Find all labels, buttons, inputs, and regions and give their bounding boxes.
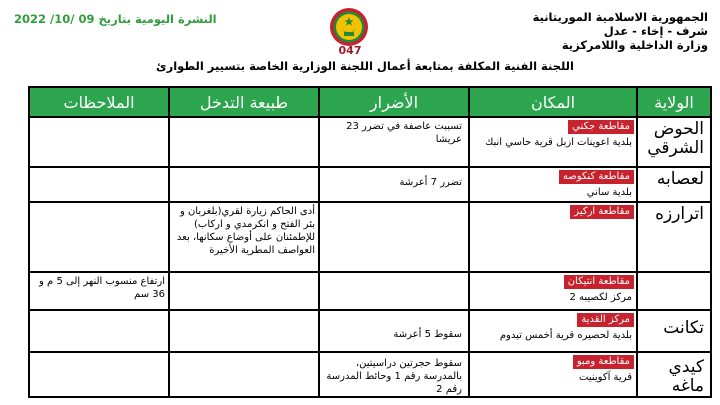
notes-cell: ارتفاع منسوب النهر إلى 5 م و 36 سم [29,272,169,310]
column-header-wilaya: الولاية [637,87,711,117]
notes-cell [29,117,169,167]
header-institution [468,10,708,52]
wilaya-cell: تكانت [637,310,711,352]
damage-cell: تضرر 7 أعرشة [319,167,469,202]
table-row [29,272,711,310]
notes-cell [29,202,169,272]
place-text: بلدية اعوينات ازبل قرية حاسي انبك [485,137,632,148]
district-tag: مقاطعة كنكوصه [559,170,634,184]
place-cell [469,202,637,272]
place-cell [469,272,637,310]
damage-cell [319,272,469,310]
table-row [29,202,711,272]
district-tag: مقاطعة اركيز [570,205,634,219]
column-header-damage: الأضرار [319,87,469,117]
place-text [470,220,636,221]
damage-cell [319,202,469,272]
place-text: مركز لكصيبه 2 [569,292,632,303]
table-row [29,352,711,397]
national-seal-icon [329,7,369,47]
bulletin-date: النشرة اليومية بتاريخ 09 /10/ 2022 [14,12,217,26]
place-text: بلدية لحصيره قرية أخمس تيدوم [499,330,632,341]
place-cell [469,167,637,202]
damage-cell: سقوط حجرتين دراسيتين، بالمدرسة رقم 1 وحائط المدرسة رقم 2 [319,352,469,397]
notes-cell [29,310,169,352]
wilaya-cell: كيدي ماغه [637,352,711,397]
intervention-cell [169,117,319,167]
table-header-row [29,87,711,117]
column-header-intervention: طبيعة التدخل [169,87,319,117]
column-header-notes: الملاحظات [29,87,169,117]
intervention-cell [169,272,319,310]
intervention-cell [169,310,319,352]
table-row [29,117,711,167]
wilaya-cell: اترارزه [637,202,711,272]
place-cell [469,310,637,352]
district-tag: مركز القدية [577,313,634,327]
district-tag: مقاطعة انتيكان [564,275,634,289]
table-row [29,167,711,202]
document-subtitle: اللجنة الفنية المكلفة بمتابعة أعمال اللجنة الوزارية الخاصة بتسيير الطوارئ [156,59,574,73]
emergency-table [28,86,712,398]
table-row [29,310,711,352]
place-cell [469,117,637,167]
intervention-cell [169,167,319,202]
wilaya-cell [637,272,711,310]
notes-cell [29,352,169,397]
document-number: 047 [338,44,362,57]
notes-cell [29,167,169,202]
place-text: قرية آكوينيت [579,372,632,383]
damage-cell: سقوط 5 أعرشة [319,310,469,352]
place-text: بلدية ساني [586,187,632,198]
district-tag: مقاطعة ومبو [573,355,634,369]
intervention-cell: أدى الحاكم زيارة لقري(بلغربان و بئر الفتح و انكرمدي و اركاب) للإطمئنان على أوضاع سكانها، بعد العواصف المطرية الأخيرة [169,202,319,272]
district-tag: مقاطعة جكني [568,120,634,134]
country-name: الجمهورية الاسلامية الموريتانية [532,10,708,24]
wilaya-cell: الحوض الشرقي [637,117,711,167]
wilaya-cell: لعصابه [637,167,711,202]
intervention-cell [169,352,319,397]
column-header-place: المكان [469,87,637,117]
damage-cell: تسببت عاصفة في تضرر 23 عريشا [319,117,469,167]
place-cell [469,352,637,397]
national-motto: شرف - إخاء - عدل [603,24,708,38]
ministry-name: وزارة الداخلية واللامركزية [561,38,708,52]
